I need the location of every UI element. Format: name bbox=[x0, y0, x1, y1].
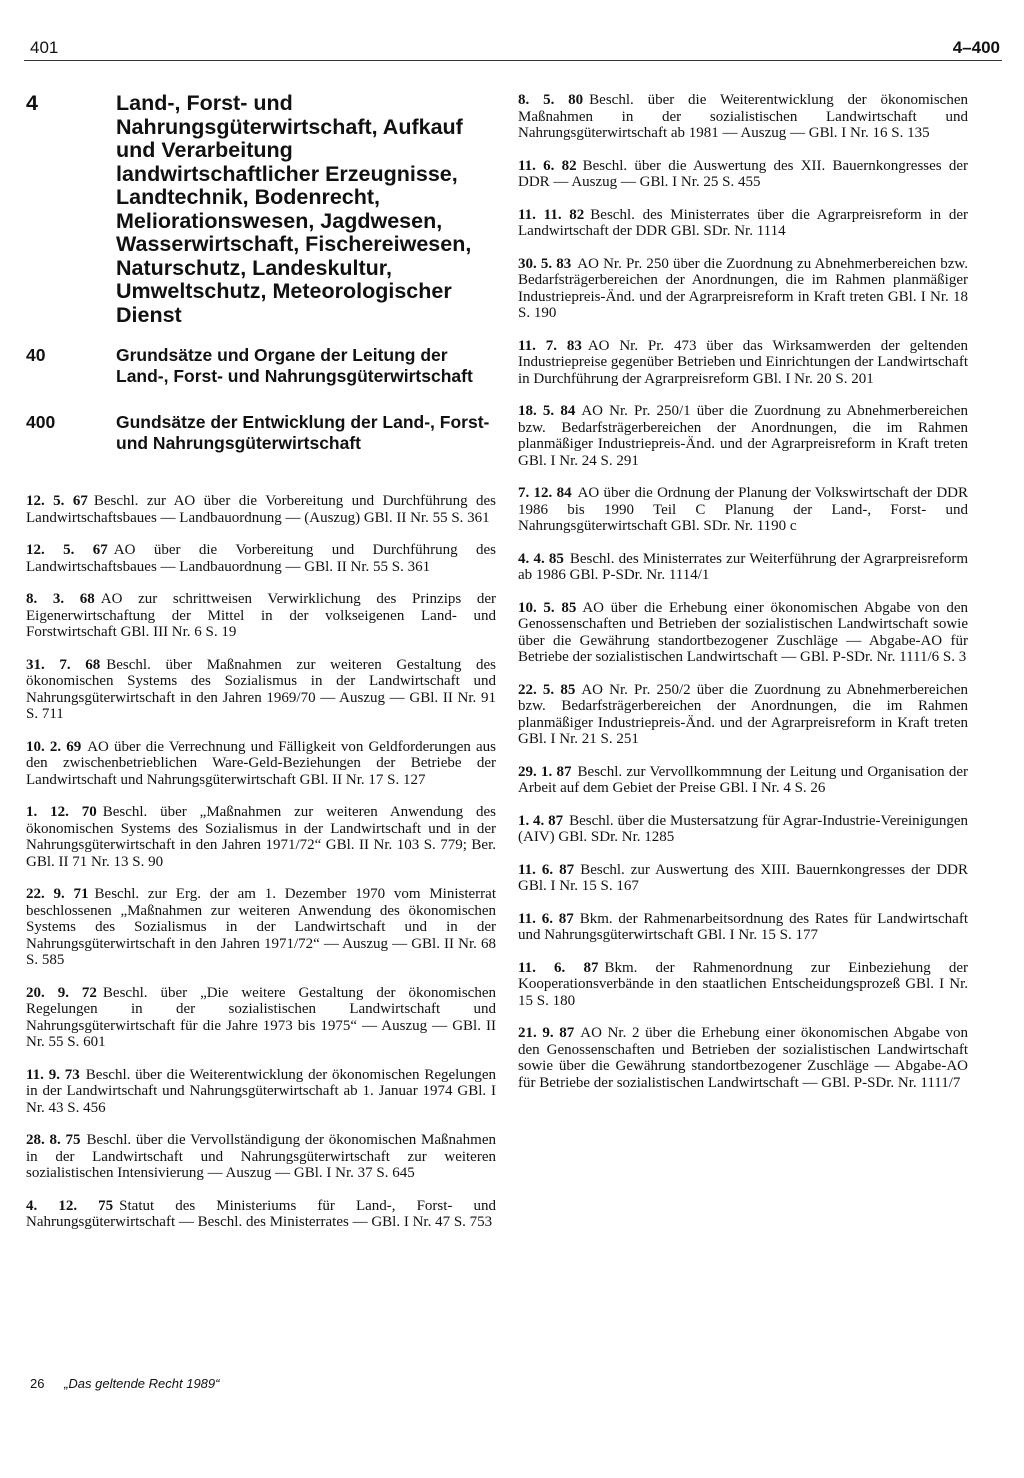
list-item bbox=[518, 403, 968, 469]
list-item bbox=[518, 256, 968, 322]
page-number-right: 4–400 bbox=[952, 38, 1000, 57]
entry-date: 31. 7. 68 bbox=[26, 656, 101, 673]
entry-text: AO Nr. Pr. 250/1 über die Zuordnung zu Abnehmerbereichen bzw. Bedarfsträgerbereichen der Anordnungen, die im Rahmen planmäßiger Industriepreis-Änd. und der Agrarpreisreform in Kraft treten GBl. I Nr. 24 S. 291 bbox=[518, 403, 969, 469]
entry-date: 4. 12. 75 bbox=[26, 1197, 114, 1214]
left-column bbox=[26, 92, 496, 1247]
list-item bbox=[518, 485, 968, 535]
entry-text: AO zur schrittweisen Verwirklichung des Prinzips der Eigenerwirtschaftung der Mittel in der volkseigenen Land- und Forstwirtschaft GBl. III Nr. 6 S. 19 bbox=[26, 591, 496, 640]
list-item bbox=[518, 764, 968, 797]
list-item bbox=[518, 600, 968, 666]
entry-text: AO Nr. Pr. 250/2 über die Zuordnung zu Abnehmerbereichen bzw. Bedarfsträgerbereichen der Anordnungen, die im Rahmen planmäßiger Industriepreis-Änd. und der Agrarpreisreform in Kraft treten GBl. I Nr. 21 S. 251 bbox=[518, 681, 969, 747]
entry-text: Beschl. über „Maßnahmen zur weiteren Anwendung des ökonomischen Systems des Sozialismus in der Landwirtschaft und in der Nahrungsgüterwirtschaft in den Jahren 1971/72“ GBl. II Nr. 103 S. 779; Ber. GBl. II 71 Nr. 13 S. 90 bbox=[26, 804, 496, 870]
list-item bbox=[26, 1198, 496, 1231]
list-item bbox=[26, 542, 496, 575]
list-item bbox=[26, 493, 496, 526]
entry-date: 30. 5. 83 bbox=[518, 255, 572, 272]
right-column bbox=[518, 92, 968, 1107]
footer-title: „Das geltende Recht 1989“ bbox=[64, 1376, 220, 1391]
heading-text: Grundsätze und Organe der Leitung der Land-, Forst- und Nahrungsgüterwirtschaft bbox=[116, 345, 473, 386]
list-item bbox=[518, 813, 968, 846]
list-item bbox=[26, 1132, 496, 1182]
entry-text: Bkm. der Rahmenarbeitsordnung des Rates für Landwirtschaft und Nahrungsgüterwirtschaft GBl. I Nr. 15 S. 177 bbox=[518, 910, 968, 943]
list-item bbox=[26, 657, 496, 723]
entry-date: 10. 2. 69 bbox=[26, 738, 82, 755]
list-item bbox=[518, 1025, 968, 1091]
entry-date: 4. 4. 85 bbox=[518, 550, 564, 567]
list-item bbox=[26, 739, 496, 789]
header-rule bbox=[24, 60, 1002, 61]
entry-date: 21. 9. 87 bbox=[518, 1025, 575, 1041]
entry-text: Statut des Ministeriums für Land-, Forst- und Nahrungsgüterwirtschaft — Beschl. des Ministerrates — GBl. I Nr. 47 S. 753 bbox=[26, 1197, 496, 1230]
list-item bbox=[518, 551, 968, 584]
heading-40 bbox=[26, 345, 496, 386]
heading-4 bbox=[26, 92, 496, 327]
entry-text: Beschl. über die Mustersatzung für Agrar-Industrie-Vereinigungen (AIV) GBl. SDr. Nr. 1285 bbox=[518, 812, 969, 845]
left-entries-list bbox=[26, 493, 496, 1231]
list-item bbox=[518, 960, 968, 1010]
entry-text: AO über die Verrechnung und Fälligkeit von Geldforderungen aus den zwischenbetrieblichen Ware-Geld-Beziehungen der Betriebe der Landwirtschaft und Nahrungsgüterwirtschaft GBl. II Nr. 17 S. 127 bbox=[26, 738, 496, 788]
list-item bbox=[518, 207, 968, 240]
list-item bbox=[518, 92, 968, 142]
entry-text: Beschl. über die Auswertung des XII. Bauernkongresses der DDR — Auszug — GBl. I Nr. 25 S. 455 bbox=[518, 157, 968, 190]
entry-text: Beschl. über die Weiterentwicklung der ökonomischen Maßnahmen in der sozialistischen Landwirtschaft und Nahrungsgüterwirtschaft ab 1981 — Auszug — GBl. I Nr. 16 S. 135 bbox=[518, 92, 968, 141]
entry-text: Beschl. zur AO über die Vorbereitung und Durchführung des Landwirtschaftsbaues — Landbauordnung — (Auszug) GBl. II Nr. 55 S. 361 bbox=[26, 493, 496, 526]
list-item bbox=[518, 682, 968, 748]
entry-text: AO über die Vorbereitung und Durchführung des Landwirtschaftsbaues — Landbauordnung — GBl. II Nr. 55 S. 361 bbox=[26, 542, 496, 575]
entry-date: 28. 8. 75 bbox=[26, 1132, 81, 1148]
entry-text: AO über die Erhebung einer ökonomischen Abgabe von den Genossenschaften und Betrieben der sozialistischen Landwirtschaft sowie über die Gewährung standortbezogener Zuschläge — Abgabe-AO für Betriebe der sozialistischen Landwirtschaft — GBl. P-SDr. Nr. 1111/6 S. 3 bbox=[518, 599, 969, 665]
entry-text: AO Nr. Pr. 250 über die Zuordnung zu Abnehmerbereichen bzw. Bedarfsträgerbereichen der Anordnungen, die im Rahmen planmäßiger Industriepreis-Änd. und der Agrarpreisreform in Kraft treten GBl. I Nr. 18 S. 190 bbox=[518, 255, 969, 321]
list-item bbox=[518, 338, 968, 388]
entry-date: 11. 7. 83 bbox=[518, 337, 582, 354]
list-item bbox=[26, 886, 496, 969]
entry-date: 29. 1. 87 bbox=[518, 763, 572, 780]
entry-text: Bkm. der Rahmenordnung zur Einbeziehung der Kooperationsverbände in den staatlichen Entscheidungsprozeß GBl. I Nr. 15 S. 180 bbox=[518, 959, 968, 1009]
heading-number: 400 bbox=[26, 412, 56, 432]
entry-date: 12. 5. 67 bbox=[26, 542, 108, 558]
entry-date: 22. 9. 71 bbox=[26, 886, 89, 902]
entry-text: Beschl. über die Vervollständigung der ökonomischen Maßnahmen in der Landwirtschaft und Nahrungsgüterwirtschaft zur weiteren sozialistischen Intensivierung — Auszug — GBl. I Nr. 37 S. 645 bbox=[26, 1132, 497, 1181]
entry-text: Beschl. des Ministerrates zur Weiterführung der Agrarpreisreform ab 1986 GBl. P-SDr. Nr. 1114/1 bbox=[518, 550, 969, 583]
list-item bbox=[26, 1067, 496, 1117]
entry-date: 8. 5. 80 bbox=[518, 92, 584, 108]
entry-text: Beschl. zur Vervollkommnung der Leitung und Organisation der Arbeit auf dem Gebiet der Preise GBl. I Nr. 4 S. 26 bbox=[518, 763, 969, 796]
entry-text: Beschl. über die Weiterentwicklung der ökonomischen Regelungen in der Landwirtschaft und Nahrungsgüterwirtschaft ab 1. Januar 1974 GBl. I Nr. 43 S. 456 bbox=[26, 1066, 496, 1116]
entry-text: Beschl. über Maßnahmen zur weiteren Gestaltung des ökonomischen Systems des Sozialismus in der Landwirtschaft und Nahrungsgüterwirtschaft in den Jahren 1969/70 — Auszug — GBl. II Nr. 91 S. 711 bbox=[26, 656, 497, 722]
footer-page-number: 26 bbox=[30, 1376, 45, 1391]
entry-text: Beschl. zur Erg. der am 1. Dezember 1970 vom Ministerrat beschlossenen „Maßnahmen zur weiteren Anwendung des ökonomischen Systems des Sozialismus in der Landwirtschaft und in der Nahrungsgüterwirtschaft in den Jahren 1971/72“ — Auszug — GBl. II Nr. 68 S. 585 bbox=[26, 886, 496, 968]
entry-date: 11. 6. 82 bbox=[518, 157, 577, 174]
list-item bbox=[26, 804, 496, 870]
right-entries-list bbox=[518, 92, 968, 1091]
entry-date: 22. 5. 85 bbox=[518, 681, 576, 698]
entry-date: 10. 5. 85 bbox=[518, 599, 577, 616]
entry-text: AO Nr. Pr. 473 über das Wirksamwerden der geltenden Industriepreise gegenüber Betrieben und Einrichtungen der Landwirtschaft in Durchführung der Agrarpreisreform GBl. I Nr. 20 S. 201 bbox=[518, 337, 968, 387]
list-item bbox=[518, 158, 968, 191]
heading-text: Gundsätze der Entwicklung der Land-, Forst- und Nahrungsgüterwirtschaft bbox=[116, 412, 490, 453]
entry-text: Beschl. des Ministerrates über die Agrarpreisreform in der Landwirtschaft der DDR GBl. SDr. Nr. 1114 bbox=[518, 206, 968, 239]
entry-text: AO Nr. 2 über die Erhebung einer ökonomischen Abgabe von den Genossenschaften und Betrieben der sozialistischen Landwirtschaft sowie über die Gewährung standortbezogener Zuschläge — Abgabe-AO für Betriebe der sozialistischen Landwirtschaft — GBl. P-SDr. Nr. 1111/7 bbox=[518, 1025, 969, 1091]
heading-number: 40 bbox=[26, 345, 46, 365]
list-item bbox=[518, 862, 968, 895]
list-item bbox=[26, 985, 496, 1051]
heading-400 bbox=[26, 412, 496, 453]
entry-date: 1. 12. 70 bbox=[26, 804, 97, 820]
entry-text: Beschl. zur Auswertung des XIII. Bauernkongresses der DDR GBl. I Nr. 15 S. 167 bbox=[518, 861, 968, 894]
entry-date: 7. 12. 84 bbox=[518, 485, 572, 501]
entry-date: 1. 4. 87 bbox=[518, 812, 564, 829]
entry-text: AO über die Ordnung der Planung der Volkswirtschaft der DDR 1986 bis 1990 Teil C Planung der Land-, Forst- und Nahrungsgüterwirtschaft GBl. SDr. Nr. 1190 c bbox=[518, 485, 968, 534]
entry-date: 11. 9. 73 bbox=[26, 1066, 80, 1083]
entry-date: 11. 6. 87 bbox=[518, 861, 575, 878]
entry-date: 18. 5. 84 bbox=[518, 403, 576, 419]
entry-date: 12. 5. 67 bbox=[26, 493, 88, 509]
entry-date: 11. 11. 82 bbox=[518, 206, 585, 223]
entry-date: 8. 3. 68 bbox=[26, 591, 95, 607]
footer bbox=[30, 1376, 219, 1391]
entry-date: 11. 6. 87 bbox=[518, 910, 574, 927]
entry-date: 11. 6. 87 bbox=[518, 959, 599, 976]
page-number-left: 401 bbox=[30, 38, 59, 57]
entry-date: 20. 9. 72 bbox=[26, 984, 97, 1001]
entry-text: Beschl. über „Die weitere Gestaltung der ökonomischen Regelungen in der sozialistischen Landwirtschaft und Nahrungsgüterwirtschaft für die Jahre 1973 bis 1975“ — Auszug — GBl. II Nr. 55 S. 601 bbox=[26, 984, 496, 1050]
heading-number: 4 bbox=[26, 91, 38, 115]
list-item bbox=[26, 591, 496, 641]
list-item bbox=[518, 911, 968, 944]
heading-text: Land-, Forst- und Nahrungsgüterwirtschaft, Aufkauf und Verarbeitung landwirtschaftlicher Erzeugnisse, Landtechnik, Bodenrecht, Meliorationswesen, Jagdwesen, Wasserwirtschaft, Fischereiwesen, Naturschutz, Landeskultur, Umweltschutz, Meteorologischer Dienst bbox=[116, 91, 472, 327]
